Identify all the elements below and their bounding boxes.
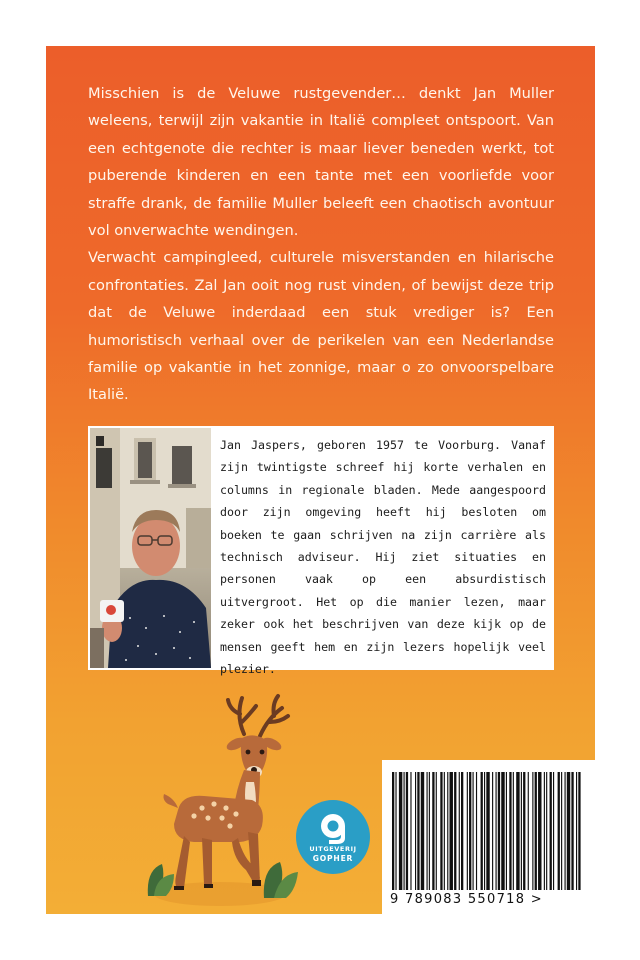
barcode-bars [392,772,584,890]
blurb-text [88,80,554,409]
author-photo [90,428,211,668]
blurb-paragraph-1: Misschien is de Veluwe rustgevender… denkt Jan Muller weleens, terwijl zijn vakantie in Italië compleet ontspoort. Van een echtgenote die rechter is maar liever beneden werkt, tot puberende kinderen en een tante met een voorliefde voor straffe drank, de familie Muller beleeft een chaotisch avontuur vol onverwachte wendingen. [88,85,554,240]
isbn-number: 9 789083 550718 > [390,892,543,907]
publisher-name: GOPHER [312,854,354,863]
deer-illustration [144,692,300,910]
publisher-label: UITGEVERIJ [309,845,357,853]
back-cover [46,46,595,914]
author-bio-panel [88,426,554,677]
blurb-paragraph-2: Verwacht campingleed, culturele misverstanden en hilarische confrontaties. Zal Jan ooit nog rust vinden, of bewijst deze trip dat de Veluwe inderdaad een stuk vrediger is? Een humoristisch verhaal over de perikelen van een Nederlandse familie op vakantie in het zonnige, maar o zo onvoorspelbare Italië. [88,249,554,404]
isbn-barcode [382,760,595,914]
author-bio-text: Jan Jaspers, geboren 1957 te Voorburg. Vanaf zijn twintigste schreef hij korte verhalen en columns in regionale bladen. Mede aangespoord door zijn omgeving heeft hij besloten om boeken te gaan schrijven na zijn carrière als technisch adviseur. Hij ziet situaties en personen vaak op een absurdistisch uitvergroot. Het op die manier lezen, maar zeker ook het beschrijven van deze kijk op de mensen geeft hem en zijn lezers hopelijk veel plezier. [220,438,546,677]
publisher-logo [296,800,370,874]
